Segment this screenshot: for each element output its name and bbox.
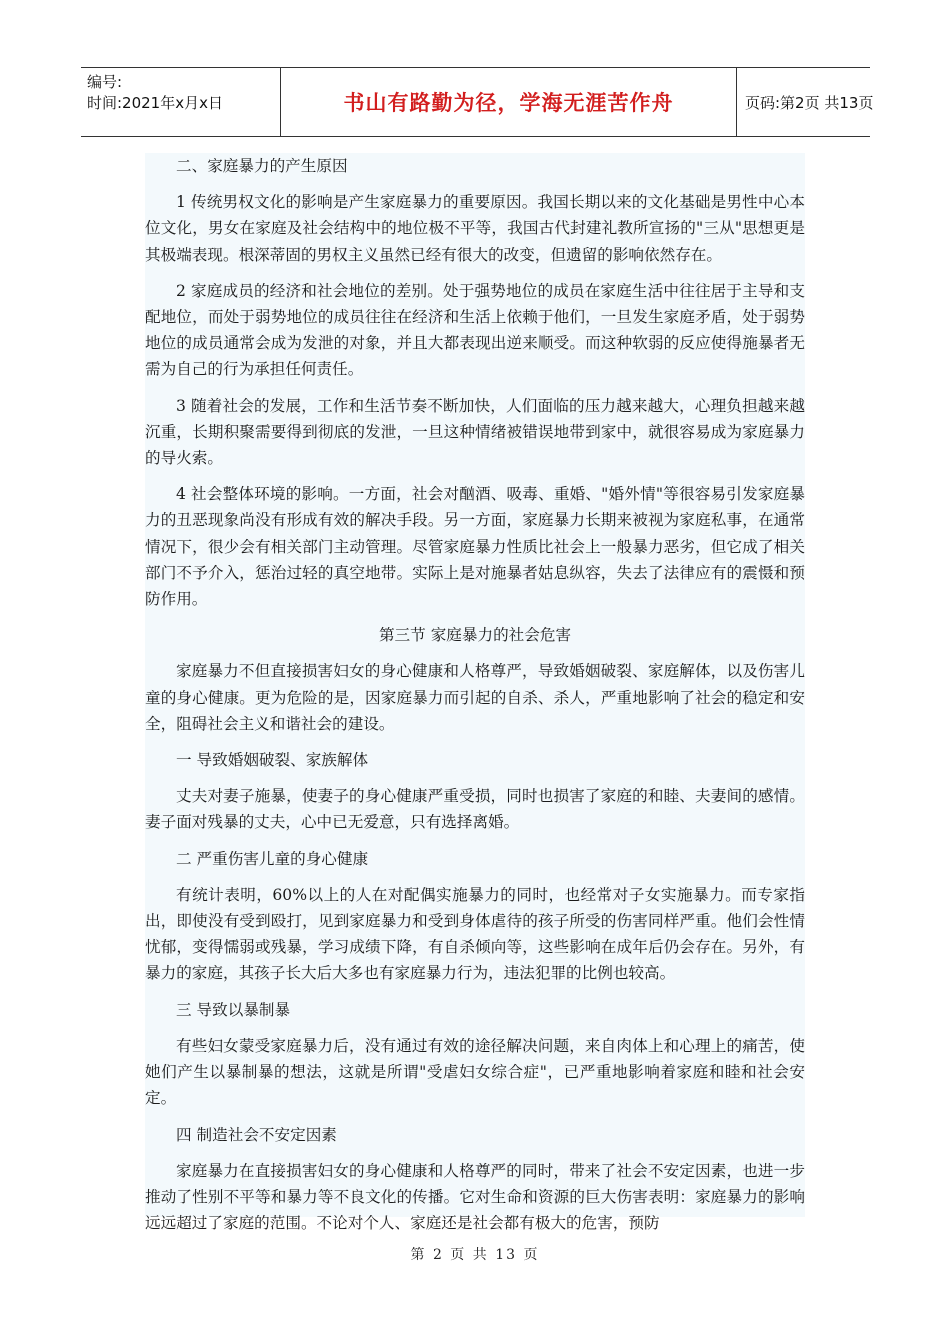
document-code-label: 编号: [87,73,123,91]
header-page-info: 页码:第2页 共13页 [745,93,874,112]
subsection-heading: 一 导致婚姻破裂、家族解体 [176,751,369,770]
paragraph: 4 社会整体环境的影响。一方面，社会对酗酒、吸毒、重婚、"婚外情"等很容易引发家庭暴力的丑恶现象尚没有形成有效的解决手段。另一方面，家庭暴力长期来被视为家庭私事，在通常情况下，很少会有相关部门主动管理。尽管家庭暴力性质比社会上一般暴力恶劣，但它成了相关部门不予介入，惩治过轻的真空地带。实际上是对施暴者姑息纵容，失去了法律应有的震慑和预防作用。 [145,485,805,609]
paragraph: 有些妇女蒙受家庭暴力后，没有通过有效的途径解决问题，来自肉体上和心理上的痛苦，使她们产生以暴制暴的想法，这就是所谓"受虐妇女综合症"，已严重地影响着家庭和睦和社会安定。 [145,1036,805,1108]
subsection-heading: 四 制造社会不安定因素 [176,1125,337,1144]
header-motto: 书山有路勤为径，学海无涯苦作舟 [281,68,737,136]
paragraph: 家庭暴力在直接损害妇女的身心健康和人格尊严的同时，带来了社会不安定因素，也进一步推动了性别不平等和暴力等不良文化的传播。它对生命和资源的巨大伤害表明：家庭暴力的影响远远超过了家庭的范围。不论对个人、家庭还是社会都有极大的危害，预防 [145,1161,805,1233]
paragraph: 1 传统男权文化的影响是产生家庭暴力的重要原因。我国长期以来的文化基础是男性中心本位文化，男女在家庭及社会结构中的地位极不平等，我国古代封建礼教所宣扬的"三从"思想更是其极端表现。根深蒂固的男权主义虽然已经有很大的改变，但遗留的影响依然存在。 [145,193,805,264]
paragraph: 家庭暴力不但直接损害妇女的身心健康和人格尊严，导致婚姻破裂、家庭解体，以及伤害儿童的身心健康。更为危险的是，因家庭暴力而引起的自杀、杀人，严重地影响了社会的稳定和安全，阻碍社会主义和谐社会的建设。 [145,662,805,733]
document-date: 时间:2021年x月x日 [87,94,223,112]
paragraph: 3 随着社会的发展，工作和生活节奏不断加快，人们面临的压力越来越大，心理负担越来越沉重，长期积聚需要得到彻底的发泄，一旦这种情绪被错误地带到家中，就很容易成为家庭暴力的导火索。 [145,396,805,468]
subsection-heading: 三 导致以暴制暴 [176,1000,291,1019]
page-footer: 第 2 页 共 13 页 [410,1247,540,1263]
document-body [145,153,805,1233]
paragraph: 丈夫对妻子施暴，使妻子的身心健康严重受损，同时也损害了家庭的和睦、夫妻间的感情。妻子面对残暴的丈夫，心中已无爱意，只有选择离婚。 [145,787,805,832]
section-heading: 二、家庭暴力的产生原因 [176,157,348,175]
paragraph: 有统计表明，60%以上的人在对配偶实施暴力的同时，也经常对子女实施暴力。而专家指出，即使没有受到殴打，见到家庭暴力和受到身体虐待的孩子所受的伤害同样严重。他们会性情忧郁，变得懦弱或残暴，学习成绩下降，有自杀倾向等，这些影响在成年后仍会存在。另外，有暴力的家庭，其孩子长大后大多也有家庭暴力行为，违法犯罪的比例也较高。 [145,885,805,983]
header-meta [81,68,281,136]
chapter-title: 第三节 家庭暴力的社会危害 [378,626,572,645]
paragraph: 2 家庭成员的经济和社会地位的差别。处于强势地位的成员在家庭生活中往往居于主导和支配地位，而处于弱势地位的成员往往在经济和生活上依赖于他们，一旦发生家庭矛盾，处于弱势地位的成员通常会成为发泄的对象，并且大都表现出逆来顺受。而这种软弱的反应使得施暴者无需为自己的行为承担任何责任。 [145,281,805,379]
document-header [81,67,874,137]
subsection-heading: 二 严重伤害儿童的身心健康 [176,849,369,868]
